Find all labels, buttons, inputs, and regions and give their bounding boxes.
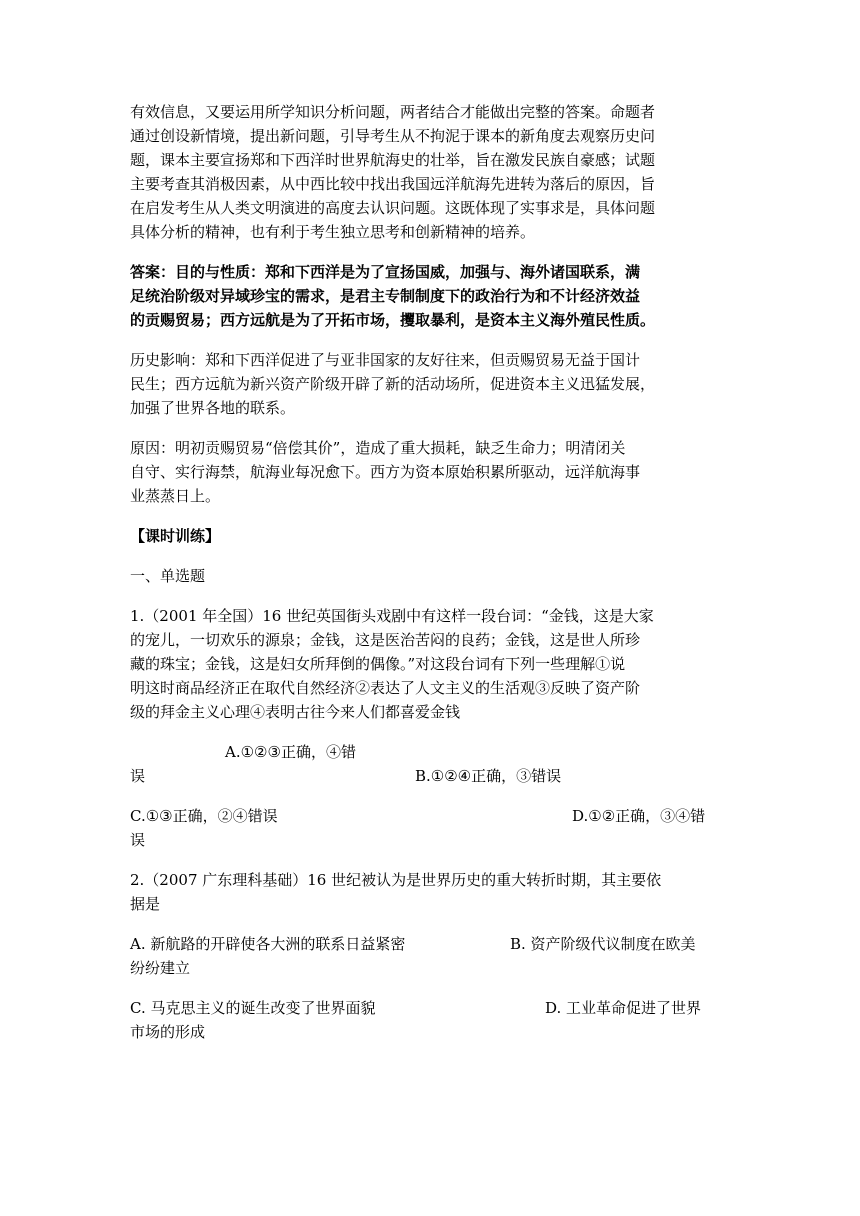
q1-option-b: B.①②④正确，③错误 — [415, 767, 562, 785]
answer-paragraph — [130, 260, 730, 332]
q1-option-c: C.①③正确，②④错误 — [130, 807, 278, 825]
q2-options-row-1 — [130, 932, 730, 956]
q2-option-d: D. 工业革命促进了世界 — [545, 999, 702, 1017]
subsection-title: 一、单选题 — [130, 567, 206, 585]
q2-option-c: C. 马克思主义的诞生改变了世界面貌 — [130, 999, 376, 1017]
influence-paragraph — [130, 348, 730, 420]
q1-option-d-wrap: 误 — [130, 831, 146, 849]
text-line: 据是 — [130, 895, 161, 913]
text-line: 自守、实行海禁，航海业每况愈下。西方为资本原始积累所驱动，远洋航海事 — [130, 463, 641, 481]
text-line: 答案：目的与性质：郑和下西洋是为了宣扬国威，加强与、海外诸国联系，满 — [130, 263, 641, 281]
text-line: 题，课本主要宣扬郑和下西洋时世界航海史的壮举，旨在激发民族自豪感；试题 — [130, 151, 656, 169]
text-line: 藏的珠宝；金钱，这是妇女所拜倒的偶像。”对这段台词有下列一些理解①说 — [130, 655, 626, 673]
text-line: 有效信息，又要运用所学知识分析问题，两者结合才能做出完整的答案。命题者 — [130, 103, 656, 121]
intro-paragraph — [130, 100, 730, 244]
text-line: 历史影响：郑和下西洋促进了与亚非国家的友好往来，但贡赐贸易无益于国计 — [130, 351, 641, 369]
q2-options-row-2 — [130, 956, 730, 980]
text-line: 加强了世界各地的联系。 — [130, 399, 296, 417]
text-line: 2.（2007 广东理科基础）16 世纪被认为是世界历史的重大转折时期，其主要依 — [130, 871, 662, 889]
question-1-stem — [130, 604, 730, 724]
q1-options-row-3 — [130, 804, 730, 828]
text-line: 原因：明初贡赐贸易“倍偿其价”，造成了重大损耗，缺乏生命力；明清闭关 — [130, 439, 626, 457]
q1-options-row-1 — [130, 740, 730, 764]
q1-options-row-2 — [130, 764, 730, 788]
section-title: 【课时训练】 — [130, 527, 221, 545]
text-line: 在启发考生从人类文明演进的高度去认识问题。这既体现了实事求是，具体问题 — [130, 199, 656, 217]
text-line: 民生；西方远航为新兴资产阶级开辟了新的活动场所，促进资本主义迅猛发展， — [130, 375, 656, 393]
text-line: 足统治阶级对异域珍宝的需求，是君主专制制度下的政治行为和不计经济效益 — [130, 287, 641, 305]
q1-option-a: A.①②③正确，④错 — [225, 743, 356, 761]
q2-option-a: A. 新航路的开辟使各大洲的联系日益紧密 — [130, 935, 406, 953]
q2-option-d-wrap: 市场的形成 — [130, 1023, 206, 1041]
text-line: 明这时商品经济正在取代自然经济②表达了人文主义的生活观③反映了资产阶 — [130, 679, 641, 697]
q2-option-b: B. 资产阶级代议制度在欧美 — [510, 935, 696, 953]
text-line: 级的拜金主义心理④表明古往今来人们都喜爱金钱 — [130, 703, 461, 721]
document-page — [130, 100, 730, 1044]
q1-option-d: D.①②正确，③④错 — [572, 807, 706, 825]
text-line: 的贡赐贸易；西方远航是为了开拓市场，攫取暴利，是资本主义海外殖民性质。 — [130, 311, 656, 329]
text-line: 的宠儿，一切欢乐的源泉；金钱，这是医治苦闷的良药；金钱，这是世人所珍 — [130, 631, 641, 649]
text-line: 1.（2001 年全国）16 世纪英国街头戏剧中有这样一段台词：“金钱，这是大家 — [130, 607, 654, 625]
reason-paragraph — [130, 436, 730, 508]
q1-option-a-wrap: 误 — [130, 767, 146, 785]
q2-options-row-3 — [130, 996, 730, 1020]
text-line: 业蒸蒸日上。 — [130, 487, 221, 505]
question-2-stem — [130, 868, 730, 916]
text-line: 具体分析的精神，也有利于考生独立思考和创新精神的培养。 — [130, 223, 536, 241]
text-line: 主要考查其消极因素，从中西比较中找出我国远洋航海先进转为落后的原因，旨 — [130, 175, 656, 193]
text-line: 通过创设新情境，提出新问题，引导考生从不拘泥于课本的新角度去观察历史问 — [130, 127, 656, 145]
q2-options-row-4 — [130, 1020, 730, 1044]
q2-option-b-wrap: 纷纷建立 — [130, 959, 191, 977]
q1-options-row-4 — [130, 828, 730, 852]
